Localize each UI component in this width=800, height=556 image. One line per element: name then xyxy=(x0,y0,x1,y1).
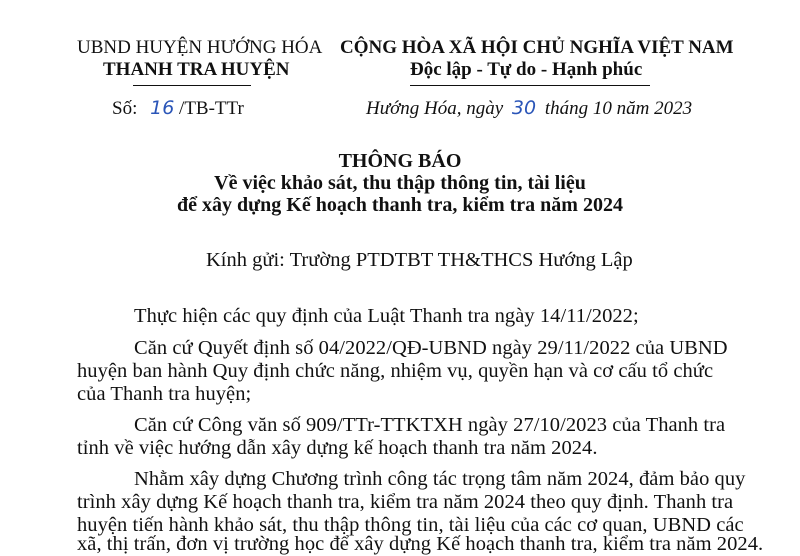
body-line-6: tỉnh về việc hướng dẫn xây dựng kế hoạch thanh tra năm 2024. xyxy=(77,437,598,459)
place-date-suffix: tháng 10 năm 2023 xyxy=(544,98,693,119)
place-date-prefix: Hướng Hóa, ngày xyxy=(366,98,504,119)
body-line-1: Thực hiện các quy định của Luật Thanh tra ngày 14/11/2022; xyxy=(134,305,639,327)
body-line-2: Căn cứ Quyết định số 04/2022/QĐ-UBND ngày 29/11/2022 của UBND xyxy=(134,337,728,359)
body-line-7: Nhằm xây dựng Chương trình công tác trọng tâm năm 2024, đảm bảo quy xyxy=(134,468,746,490)
number-suffix: /TB-TTr xyxy=(179,98,244,119)
agency-underline xyxy=(133,85,251,86)
document-number xyxy=(112,97,244,120)
number-prefix: Số: xyxy=(112,98,138,119)
nation-title: CỘNG HÒA XÃ HỘI CHỦ NGHĨA VIỆT NAM xyxy=(340,37,734,58)
place-date xyxy=(366,97,692,120)
body-line-4: của Thanh tra huyện; xyxy=(77,383,252,405)
body-line-9: huyện tiến hành khảo sát, thu thập thông tin, tài liệu của các cơ quan, UBND các xyxy=(77,514,744,536)
body-line-3: huyện ban hành Quy định chức năng, nhiệm vụ, quyền hạn và cơ cấu tổ chức xyxy=(77,360,714,382)
document-heading: THÔNG BÁO xyxy=(338,150,462,172)
body-line-8: trình xây dựng Kế hoạch thanh tra, kiểm tra năm 2024 theo quy định. Thanh tra xyxy=(77,491,734,513)
day-handwritten: 30 xyxy=(511,97,537,119)
body-line-5: Căn cứ Công văn số 909/TTr-TTKTXH ngày 27/10/2023 của Thanh tra xyxy=(134,414,726,436)
subject-line-1: Về việc khảo sát, thu thập thông tin, tài liệu xyxy=(214,172,586,194)
subject-line-2: để xây dựng Kế hoạch thanh tra, kiểm tra năm 2024 xyxy=(177,194,623,216)
number-handwritten: 16 xyxy=(150,97,175,119)
recipient: Kính gửi: Trường PTDTBT TH&THCS Hướng Lập xyxy=(206,249,633,271)
body-line-10: xã, thị trấn, đơn vị trường học để xây dựng Kế hoạch thanh tra, kiểm tra năm 2024. xyxy=(77,533,764,555)
agency-name: THANH TRA HUYỆN xyxy=(103,59,290,80)
motto: Độc lập - Tự do - Hạnh phúc xyxy=(410,59,643,80)
agency-parent: UBND HUYỆN HƯỚNG HÓA xyxy=(77,37,323,58)
motto-underline xyxy=(410,85,650,86)
